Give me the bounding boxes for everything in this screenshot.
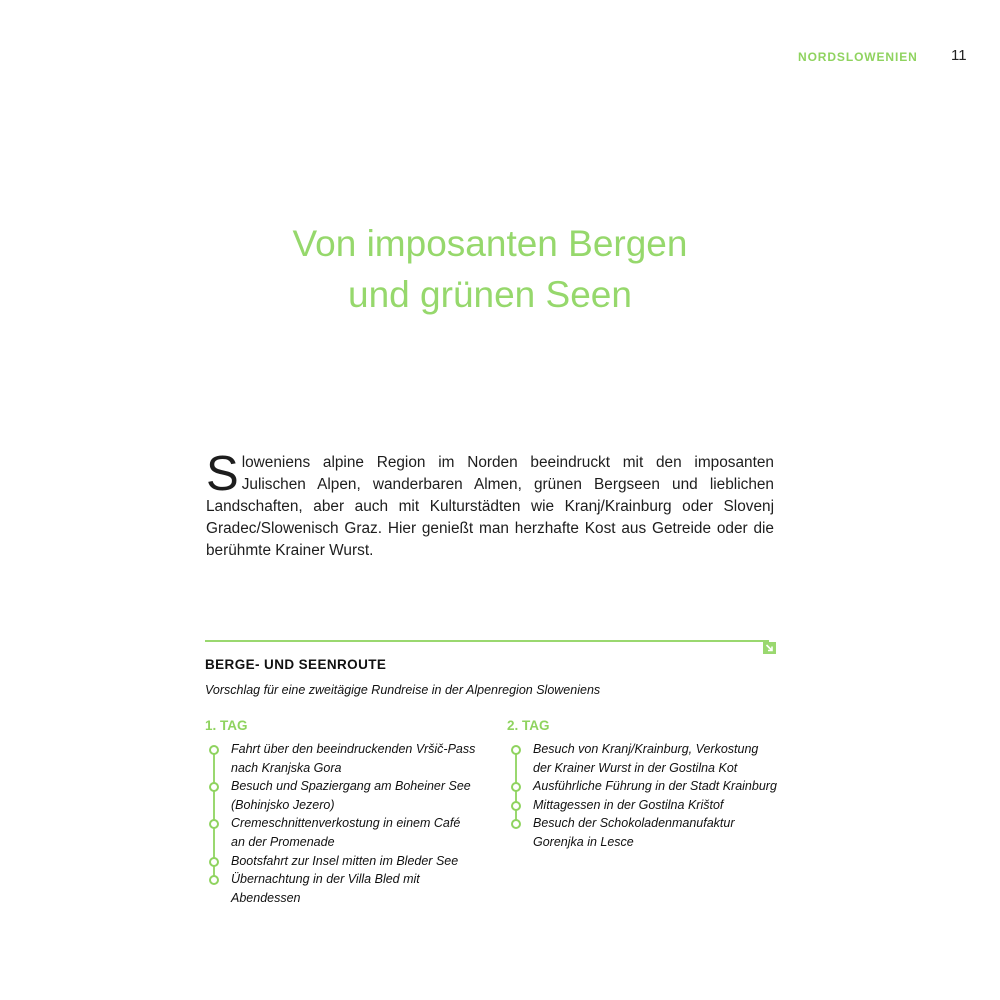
bullet-circle-icon — [511, 819, 521, 829]
drop-cap: S — [206, 447, 239, 501]
bullet-circle-icon — [511, 782, 521, 792]
section-header: NORDSLOWENIEN — [798, 50, 918, 64]
intro-paragraph — [206, 447, 774, 562]
list-item: Übernachtung in der Villa Bled mit Abendessen — [205, 870, 495, 907]
bullet-circle-icon — [511, 745, 521, 755]
list-item: Mittagessen in der Gostilna Krištof — [507, 796, 787, 815]
day-1-column — [205, 718, 495, 907]
title-line-1: Von imposanten Bergen — [292, 223, 688, 264]
arrow-down-right-icon — [763, 642, 776, 654]
list-item: Cremeschnittenverkostung in einem Café an der Promenade — [205, 814, 495, 851]
bullet-circle-icon — [511, 801, 521, 811]
bullet-circle-icon — [209, 875, 219, 885]
route-subtitle: Vorschlag für eine zweitägige Rundreise in der Alpenregion Sloweniens — [205, 683, 601, 697]
section-divider — [205, 640, 769, 642]
list-item: Besuch von Kranj/Krainburg, Verkostung der Krainer Wurst in der Gostilna Kot — [507, 740, 787, 777]
title-line-2: und grünen Seen — [348, 274, 632, 315]
list-item: Bootsfahrt zur Insel mitten im Bleder See — [205, 852, 495, 871]
list-item: Ausführliche Führung in der Stadt Krainburg — [507, 777, 787, 796]
list-item: Besuch und Spaziergang am Boheiner See (Bohinjsko Jezero) — [205, 777, 495, 814]
timeline — [205, 740, 495, 907]
day-heading: 1. TAG — [205, 718, 248, 733]
route-title: BERGE- UND SEENROUTE — [205, 657, 387, 672]
intro-text: loweniens alpine Region im Norden beeindruckt mit den imposanten Julischen Alpen, wanderbaren Almen, grünen Bergseen und lieblichen Landschaften, aber auch mit Kulturstädten wie Kranj/Krainburg oder Slovenj Gradec/Slowenisch Graz. Hier genießt man herzhafte Kost aus Getreide oder die berühmte Krainer Wurst. — [206, 454, 774, 559]
list-item: Fahrt über den beeindruckenden Vršič-Pass nach Kranjska Gora — [205, 740, 495, 777]
bullet-circle-icon — [209, 782, 219, 792]
page-number: 11 — [951, 47, 967, 64]
timeline — [507, 740, 787, 852]
bullet-circle-icon — [209, 745, 219, 755]
bullet-circle-icon — [209, 857, 219, 867]
bullet-circle-icon — [209, 819, 219, 829]
list-item: Besuch der Schokoladenmanufaktur Gorenjka in Lesce — [507, 814, 787, 851]
page-title — [0, 218, 980, 320]
day-heading: 2. TAG — [507, 718, 550, 733]
day-2-column — [507, 718, 787, 852]
